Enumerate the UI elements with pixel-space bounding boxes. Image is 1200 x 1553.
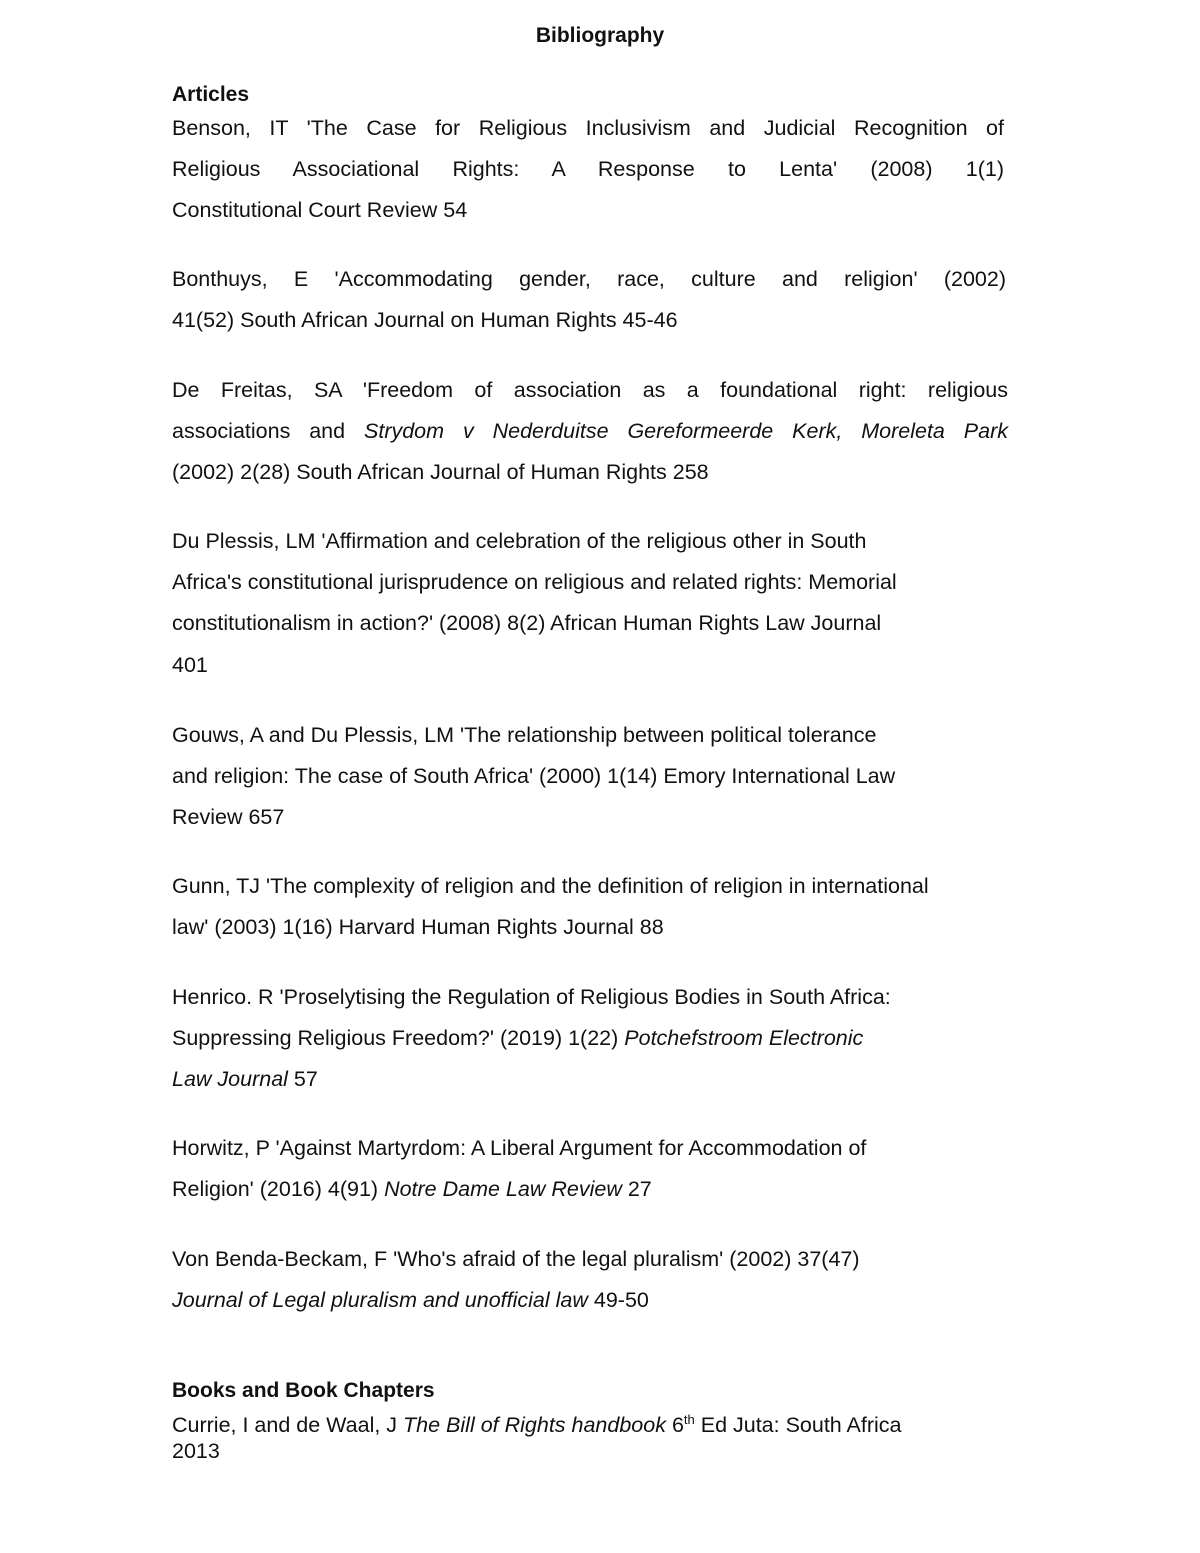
- entry-line: law' (2003) 1(16) Harvard Human Rights Journal 88: [172, 915, 664, 940]
- entry-text: Currie, I and de Waal, J: [172, 1413, 404, 1437]
- entry-line: Review 657: [172, 805, 285, 830]
- entry-line: [172, 411, 1008, 452]
- entry-line: [172, 1169, 1008, 1210]
- bibliography-entry-de-freitas: [172, 370, 1008, 494]
- entry-line: Bonthuys, E 'Accommodating gender, race, culture and religion' (2002): [172, 267, 1006, 291]
- entry-line: [172, 1280, 1008, 1321]
- bibliography-entry-henrico: [172, 977, 1008, 1101]
- entry-line: Von Benda-Beckam, F 'Who's afraid of the legal pluralism' (2002) 37(47): [172, 1247, 860, 1271]
- bibliography-entry-gouws: [172, 715, 1008, 839]
- page-title: Bibliography: [535, 24, 665, 47]
- section-heading-articles: Articles: [172, 83, 250, 106]
- bibliography-entry-gunn: [172, 866, 1032, 948]
- entry-line: and religion: The case of South Africa' (2000) 1(14) Emory International Law: [172, 764, 896, 789]
- entry-text: 49-50: [587, 1288, 649, 1313]
- entry-text: 57: [287, 1067, 318, 1092]
- entry-line: Religious Associational Rights: A Response to Lenta' (2008) 1(1): [172, 157, 1004, 182]
- journal-name-italic: Law Journal: [172, 1067, 288, 1092]
- bibliography-entry-benson: [172, 108, 1004, 232]
- section-heading-books: Books and Book Chapters: [172, 1379, 435, 1402]
- entry-line: 401: [172, 652, 208, 677]
- entry-line: Benson, IT 'The Case for Religious Inclusivism and Judicial Recognition of: [172, 116, 1004, 140]
- book-title-italic: The Bill of Rights handbook: [403, 1413, 666, 1437]
- entry-line: [172, 1059, 1008, 1100]
- bibliography-entry-von-benda-beckam: [172, 1239, 1008, 1321]
- entry-line: [172, 1018, 1008, 1059]
- entry-text: 6: [665, 1413, 684, 1437]
- bibliography-entry-currie: [172, 1412, 1008, 1464]
- entry-line: 2013: [172, 1439, 220, 1463]
- entry-line: constitutionalism in action?' (2008) 8(2) African Human Rights Law Journal: [172, 611, 882, 636]
- entry-line: [172, 1412, 1008, 1438]
- entry-line: Du Plessis, LM 'Affirmation and celebration of the religious other in South: [172, 529, 867, 553]
- entry-text: 27: [621, 1177, 652, 1202]
- journal-name-italic: Journal of Legal pluralism and unofficial law: [172, 1288, 588, 1313]
- entry-line: Constitutional Court Review 54: [172, 198, 468, 223]
- entry-text: Religion' (2016) 4(91): [172, 1177, 385, 1202]
- entry-line: Africa's constitutional jurisprudence on religious and related rights: Memorial: [172, 570, 897, 595]
- entry-line: Gunn, TJ 'The complexity of religion and the definition of religion in international: [172, 874, 929, 898]
- entry-text: Suppressing Religious Freedom?' (2019) 1(22): [172, 1026, 625, 1051]
- entry-line: De Freitas, SA 'Freedom of association as a foundational right: religious: [172, 378, 1008, 402]
- entry-line: Gouws, A and Du Plessis, LM 'The relationship between political tolerance: [172, 723, 877, 747]
- entry-line: (2002) 2(28) South African Journal of Human Rights 258: [172, 460, 709, 485]
- journal-name-italic: Potchefstroom Electronic: [624, 1026, 864, 1051]
- ordinal-superscript: th: [683, 1411, 695, 1427]
- bibliography-entry-horwitz: [172, 1128, 1008, 1210]
- journal-name-italic: Notre Dame Law Review: [384, 1177, 622, 1202]
- entry-line: Henrico. R 'Proselytising the Regulation of Religious Bodies in South Africa:: [172, 985, 891, 1009]
- bibliography-entry-du-plessis: [172, 521, 1008, 686]
- case-name-italic: Strydom v Nederduitse Gereformeerde Kerk, Moreleta Park: [364, 419, 1008, 444]
- entry-line: 41(52) South African Journal on Human Rights 45-46: [172, 308, 678, 333]
- entry-line: Horwitz, P 'Against Martyrdom: A Liberal Argument for Accommodation of: [172, 1136, 867, 1160]
- entry-text: Ed Juta: South Africa: [694, 1413, 902, 1437]
- bibliography-entry-bonthuys: [172, 259, 1006, 341]
- entry-text: associations and: [172, 419, 364, 444]
